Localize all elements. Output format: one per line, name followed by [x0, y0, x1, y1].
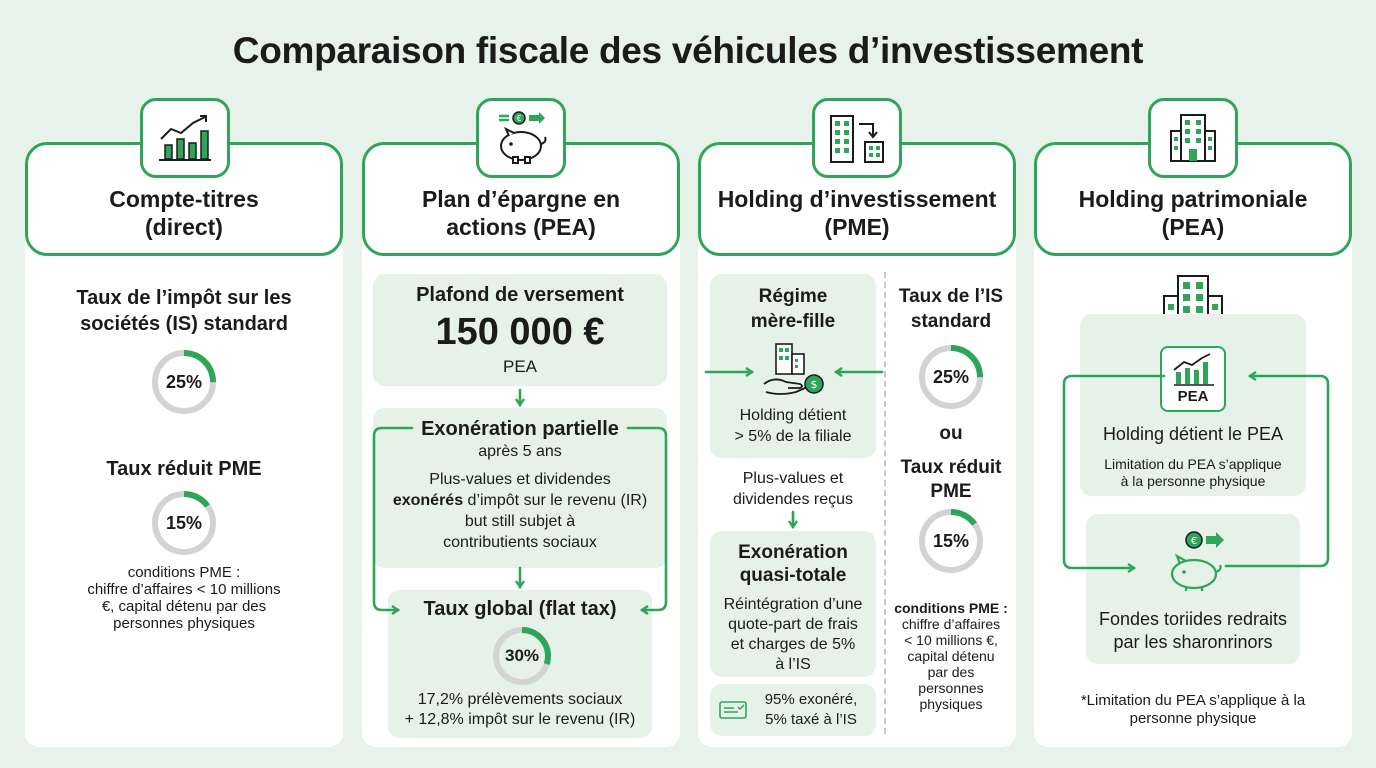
page-title: Comparaison fiscale des véhicules d’investissement: [232, 30, 1144, 71]
pme-conditions-title: conditions PME :: [894, 600, 1008, 616]
exo-text-line1: Plus-values et dividendes: [429, 471, 611, 488]
pme-conditions: [888, 600, 1014, 712]
exo-text: [373, 469, 667, 553]
exo-text-line2: [373, 490, 667, 511]
office-building-icon: [1148, 98, 1238, 178]
is-standard-label: Taux de l’IS standard: [898, 286, 1004, 332]
footnote: *Limitation du PEA s’applique à la personne physique: [1080, 692, 1306, 727]
exo-text-bold: exonérés: [392, 492, 464, 509]
exo-quasi-title: Exonération quasi-totale: [738, 542, 848, 586]
pme-rate-label: Taux réduit PME: [106, 458, 262, 480]
column-divider: [884, 272, 886, 734]
buildings-transfer-icon: [812, 98, 902, 178]
plafond-sub: PEA: [502, 357, 538, 376]
svg-text:€: €: [1190, 536, 1198, 547]
exo-quasi-text: Réintégration d’une quote-part de frais et charges de 5% à l’IS: [723, 596, 863, 673]
or-label: ou: [939, 423, 963, 444]
is-standard-label: Taux de l’impôt sur les sociétés (IS) standard: [76, 287, 292, 335]
regime-title: Régime mère-fille: [750, 286, 836, 332]
header-label: Compte-titres (direct): [109, 186, 259, 240]
pme-rate-ring: [151, 490, 217, 556]
plafond-label: Plafond de versement: [416, 284, 624, 306]
chart-growth-icon: [1172, 352, 1216, 386]
exoneration-panel: [373, 408, 667, 568]
holding-sub: Limitation du PEA s’applique à la personne physique: [1104, 456, 1282, 489]
flat-detail: 17,2% prélèvements sociaux + 12,8% impôt sur le revenu (IR): [404, 691, 636, 728]
pme-conditions-text: chiffre d’affaires < 10 millions €, capital détenu par des personnes physiques: [901, 616, 1001, 712]
holding-text: Holding détient le PEA: [1102, 424, 1284, 444]
plafond-panel: [373, 274, 667, 386]
exo-sub: après 5 ans: [478, 443, 562, 460]
holding-hand-icon: [762, 340, 828, 398]
header-label: Plan d’épargne en actions (PEA): [421, 186, 621, 240]
flat-rate: 30%: [504, 646, 540, 665]
flat-rate-ring: [492, 626, 552, 686]
pme-rate-ring: [918, 508, 984, 574]
chart-growth-icon: [140, 98, 230, 178]
pme-rate: 15%: [165, 512, 203, 533]
flux-text: Plus-values et dividendes reçus: [732, 470, 854, 508]
pea-badge-label: PEA: [1177, 388, 1209, 405]
regime-text: Holding détient > 5% de la filiale: [734, 407, 852, 445]
exo-detail-panel: [710, 684, 876, 736]
exo-detail-text: 95% exonéré, 5% taxé à l’IS: [764, 691, 858, 728]
header-label: Holding d’investissement (PME): [717, 186, 997, 240]
pme-conditions: conditions PME : chiffre d’affaires < 10 millions €, capital détenu par des personnes physiques: [87, 564, 281, 632]
exoneration-quasi-panel: [710, 531, 876, 677]
fonds-panel: [1086, 514, 1300, 664]
is-standard-ring: [918, 344, 984, 410]
is-standard-rate: 25%: [165, 371, 203, 392]
piggy-bank-icon: [476, 98, 566, 178]
document-check-icon: [718, 698, 748, 727]
fonds-text: Fondes toriides redraits par les sharonrinors: [1098, 609, 1288, 652]
svg-text:€: €: [516, 114, 522, 123]
piggy-bank-icon: [1160, 528, 1230, 597]
pme-rate: 15%: [932, 530, 970, 551]
exo-text-rest: d’impôt sur le revenu (IR): [463, 492, 648, 509]
is-standard-rate: 25%: [932, 366, 970, 387]
exo-text-line3: but still subjet à contributients sociaux: [443, 513, 597, 551]
flat-title: Taux global (flat tax): [423, 598, 617, 620]
pme-rate-label: Taux réduit PME: [900, 457, 1002, 502]
svg-text:$: $: [810, 378, 818, 391]
exo-title: Exonération partielle: [421, 418, 619, 440]
pea-badge: [1160, 346, 1226, 412]
plafond-amount: 150 000 €: [435, 311, 605, 353]
header-label: Holding patrimoniale (PEA): [1078, 186, 1308, 240]
is-standard-ring: [151, 349, 217, 415]
